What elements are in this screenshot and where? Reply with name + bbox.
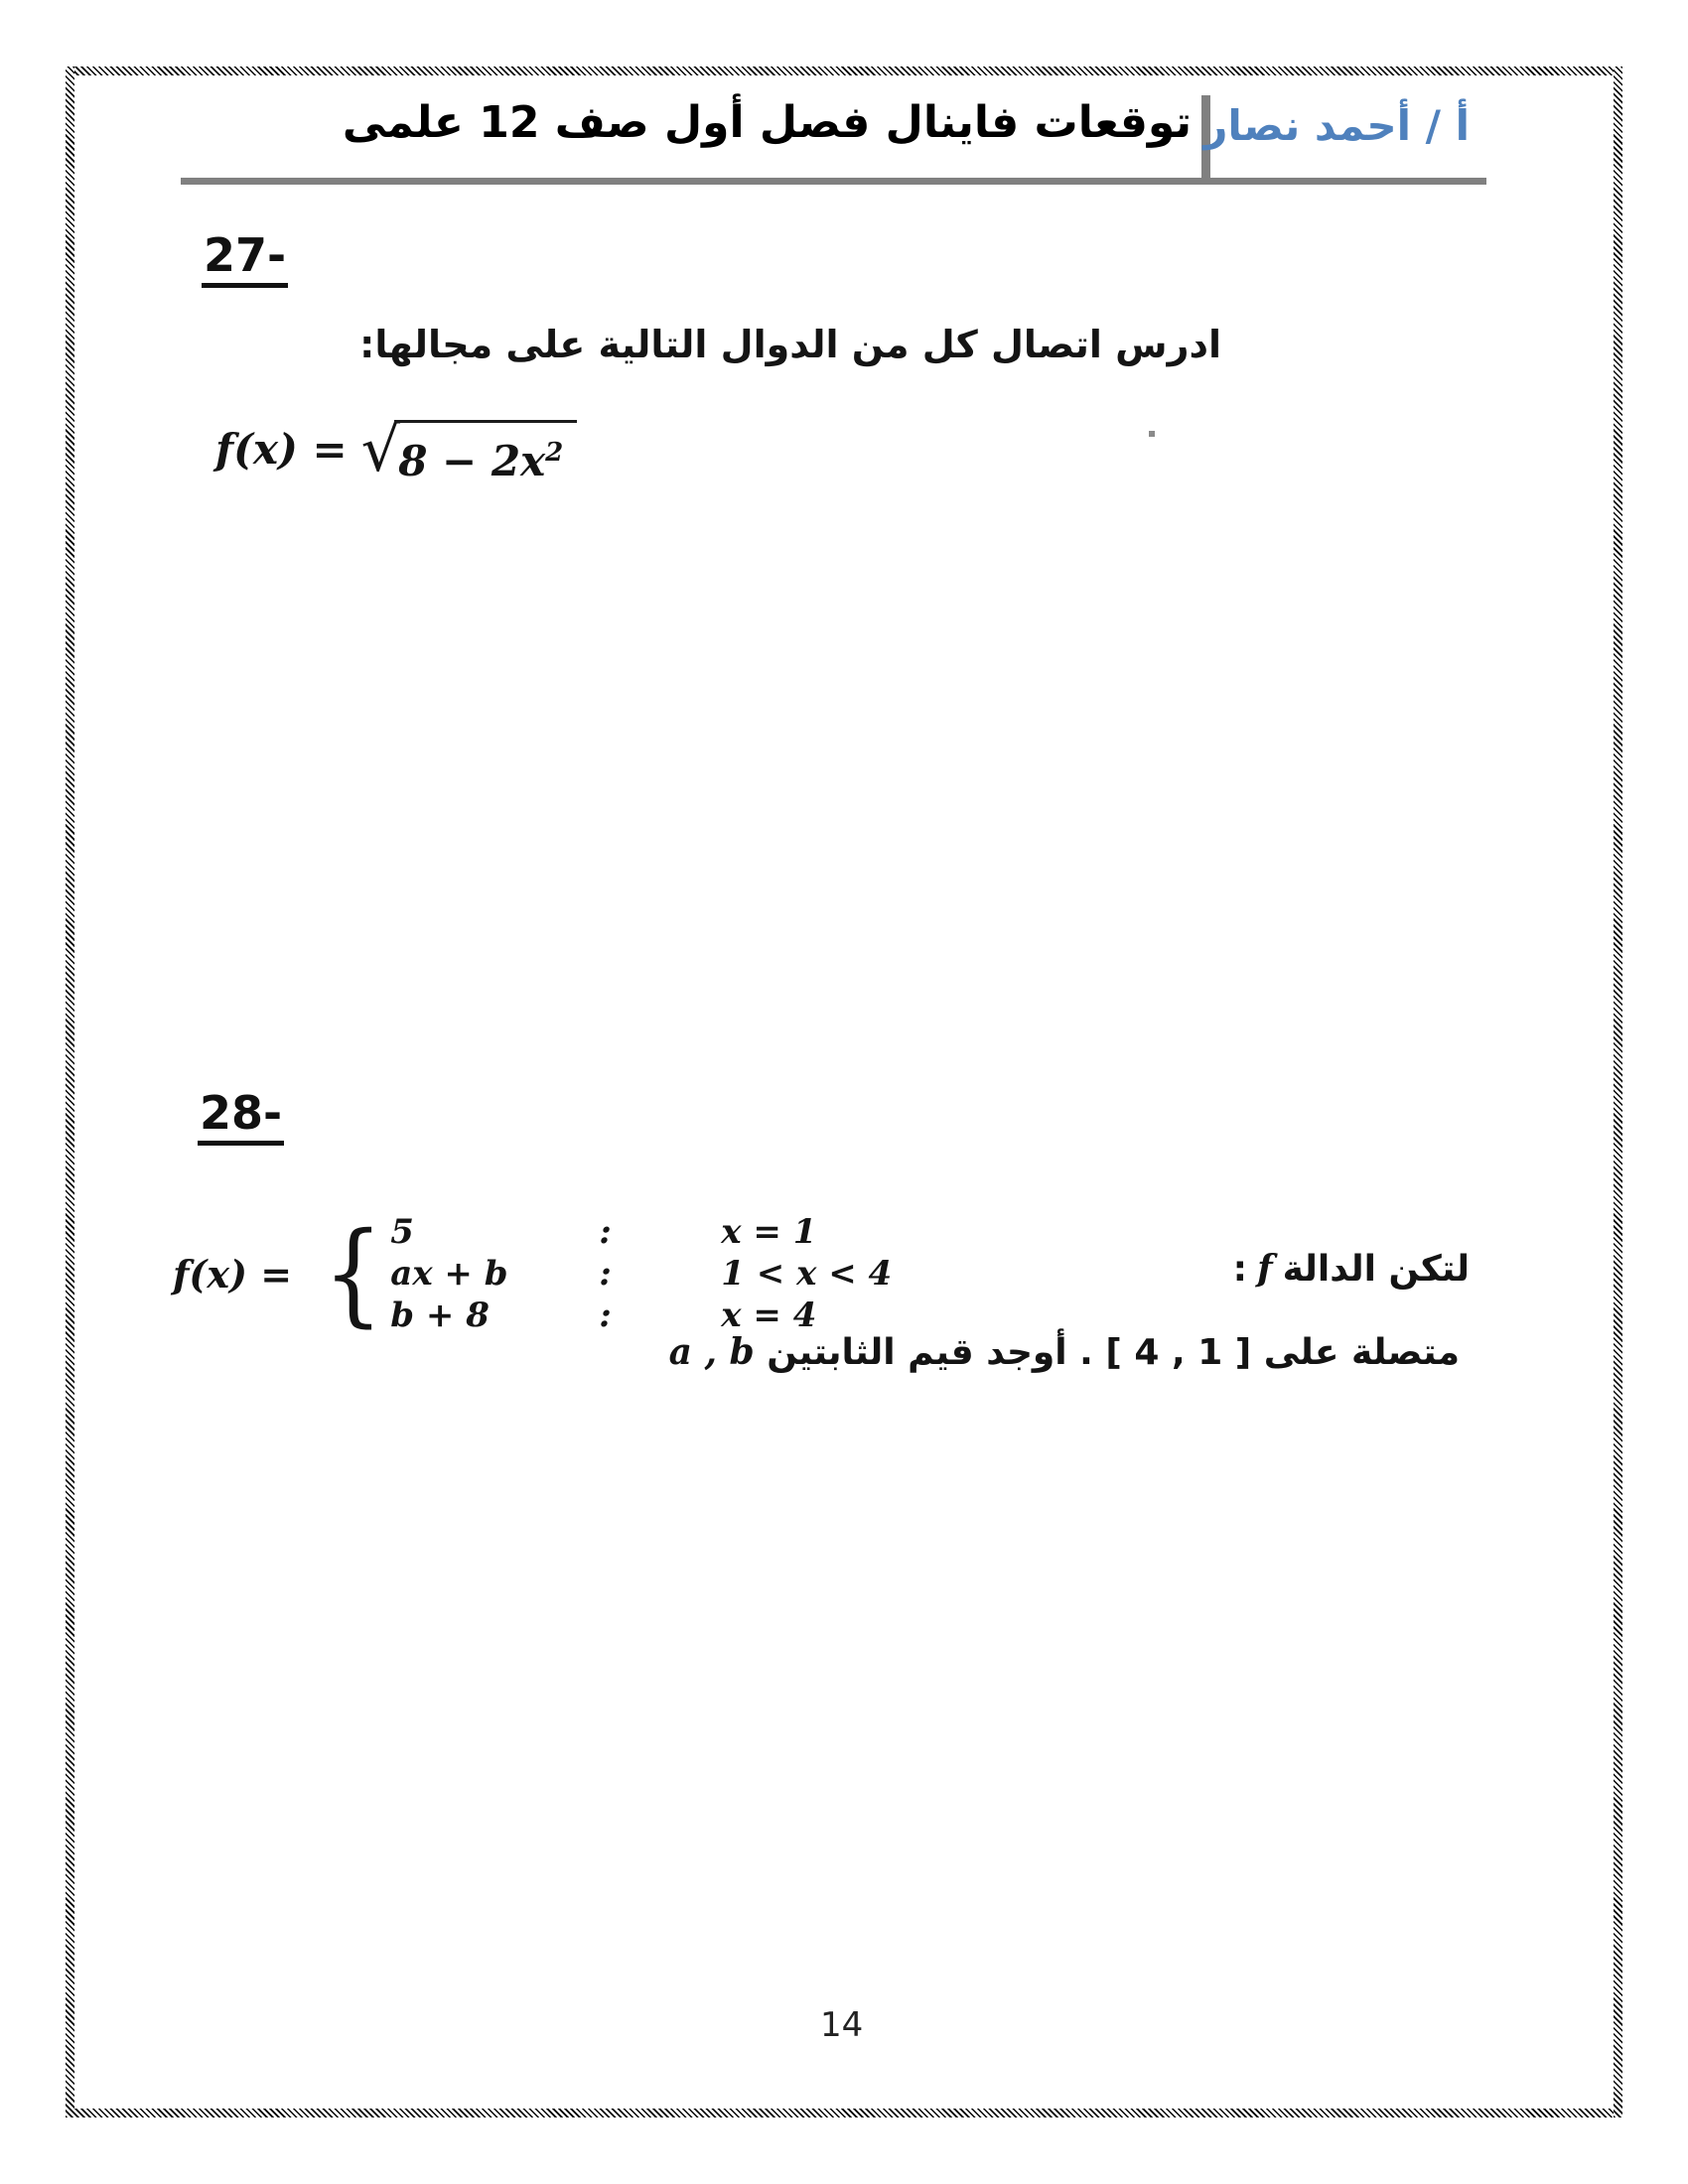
radical-sign-icon: √ bbox=[360, 413, 401, 485]
author-name: أ / أحمد نصار bbox=[1203, 101, 1470, 150]
formula-lhs: f(x) = bbox=[215, 425, 348, 474]
radical-expression bbox=[360, 413, 578, 489]
header-rule bbox=[181, 178, 1486, 185]
case-separator: : bbox=[599, 1254, 612, 1294]
case-separator: : bbox=[599, 1296, 612, 1335]
frame-border-left bbox=[66, 67, 74, 2117]
leadin-colon: : bbox=[1232, 1249, 1248, 1290]
case-value: 5 bbox=[390, 1212, 414, 1252]
frame-border-right bbox=[1614, 67, 1622, 2117]
case-value: ax + b bbox=[390, 1254, 508, 1294]
case-condition: x = 1 bbox=[721, 1212, 817, 1252]
section-28-heading: 28- bbox=[198, 1088, 284, 1146]
radicand-exponent: 2 bbox=[545, 438, 564, 468]
section-28-leadin bbox=[1233, 1245, 1470, 1294]
leadin-function-var: f bbox=[1257, 1248, 1273, 1290]
case-condition: 1 < x < 4 bbox=[721, 1254, 893, 1294]
document-title: توقعات فاينال فصل أول صف 12 علمى bbox=[342, 97, 1192, 148]
frame-border-top bbox=[66, 67, 1622, 75]
section-27-heading: 27- bbox=[202, 230, 288, 288]
case-separator: : bbox=[599, 1212, 612, 1252]
piecewise-cases bbox=[390, 1213, 892, 1334]
radicand-body: 8 − 2x bbox=[398, 437, 546, 485]
page-number: 14 bbox=[820, 2005, 864, 2045]
piecewise-function bbox=[173, 1209, 893, 1338]
radicand bbox=[394, 420, 577, 489]
formula-sqrt bbox=[215, 413, 577, 489]
closing-text: متصلة على [ 1 , 4 ] . أوجد قيم الثابتين bbox=[767, 1332, 1460, 1373]
piecewise-lhs: f(x) = bbox=[173, 1251, 293, 1297]
case-condition: x = 4 bbox=[721, 1296, 817, 1335]
frame-border-bottom bbox=[66, 2109, 1622, 2117]
piecewise-brace: { bbox=[323, 1209, 383, 1338]
section-27-instruction: ادرس اتصال كل من الدوال التالية على مجالها: bbox=[359, 323, 1221, 366]
section-28-closing bbox=[663, 1326, 1460, 1379]
leadin-text: لتكن الدالة bbox=[1282, 1249, 1470, 1290]
closing-constants: a , b bbox=[668, 1331, 755, 1373]
stray-dot-mark bbox=[1149, 431, 1155, 437]
case-value: b + 8 bbox=[390, 1296, 490, 1335]
